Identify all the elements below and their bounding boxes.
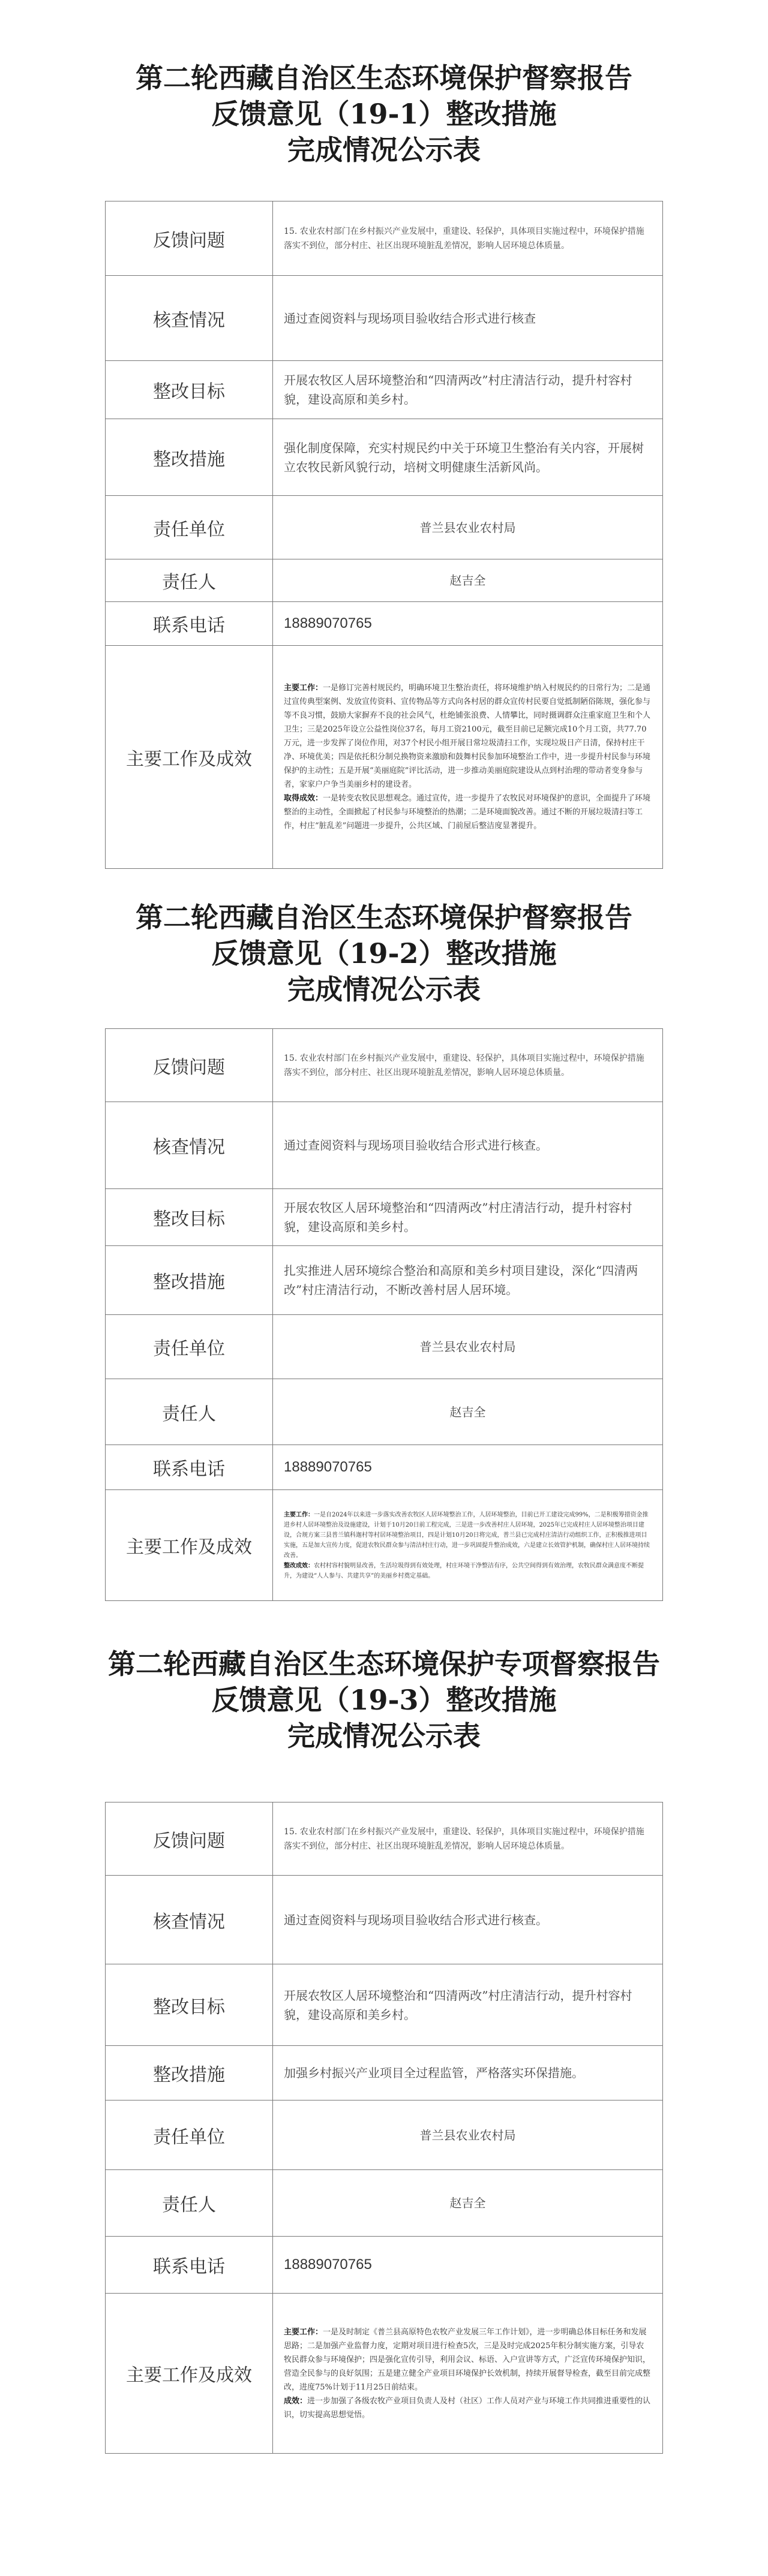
report-title-19-1 — [0, 60, 768, 168]
value-unit: 普兰县农业农村局 — [273, 1315, 663, 1379]
label-feedback: 反馈问题 — [106, 1802, 273, 1876]
title-line-2: 反馈意见（19-1）整改措施 — [211, 98, 557, 130]
work-main-text: 一是及时制定《普兰县高原特色农牧产业发展三年工作计划》，进一步明确总体目标任务和发展思路；二是加强产业监督力度，定期对项目进行检查5次，三是及时完成2025年积分制实施方案，引导农牧民群众参与环境保护；四是强化宣传引导，利用会议、标语、入户宣讲等方式，广泛宣传环境保护知识，营造全民参与的良好氛围；五是建立健全产业项目环境保护长效机制，持续开展督导检查，截至目前完成整改，进度75%计划于11月25日前结束。 — [284, 2327, 651, 2392]
value-target: 开展农牧区人居环境整治和“四清两改”村庄清洁行动，提升村容村貌，建设高原和美乡村。 — [273, 1964, 663, 2046]
value-check: 通过查阅资料与现场项目验收结合形式进行核查。 — [273, 1102, 663, 1189]
label-work: 主要工作及成效 — [106, 2294, 273, 2454]
value-person: 赵吉全 — [273, 559, 663, 602]
row-unit — [106, 2100, 663, 2170]
row-target — [106, 1189, 663, 1246]
label-person: 责任人 — [106, 2170, 273, 2237]
label-person: 责任人 — [106, 1379, 273, 1445]
report-table-19-2 — [105, 1028, 663, 1601]
title-line-1: 第二轮西藏自治区生态环境保护督察报告 — [136, 62, 632, 94]
value-check: 通过查阅资料与现场项目验收结合形式进行核查。 — [273, 1876, 663, 1964]
row-work — [106, 1490, 663, 1601]
label-work: 主要工作及成效 — [106, 646, 273, 869]
work-main-lead: 主要工作： — [284, 2327, 323, 2337]
value-unit: 普兰县农业农村局 — [273, 496, 663, 559]
value-measures: 扎实推进人居环境综合整治和高原和美乡村项目建设，深化“四清两改”村庄清洁行动，不断改善村居人居环境。 — [273, 1246, 663, 1315]
work-result — [284, 1561, 652, 1581]
label-unit: 责任单位 — [106, 1315, 273, 1379]
title-line-1: 第二轮西藏自治区生态环境保护专项督察报告 — [108, 1648, 660, 1680]
row-measures — [106, 2046, 663, 2100]
work-main — [284, 2325, 652, 2394]
label-unit: 责任单位 — [106, 2100, 273, 2170]
work-result-lead: 取得成效： — [284, 794, 323, 803]
value-feedback: 15. 农业农村部门在乡村振兴产业发展中，重建设、轻保护，具体项目实施过程中，环境保护措施落实不到位，部分村庄、社区出现环境脏乱差情况，影响人居环境总体质量。 — [273, 1802, 663, 1876]
value-measures: 加强乡村振兴产业项目全过程监管，严格落实环保措施。 — [273, 2046, 663, 2100]
report-table-19-3 — [105, 1802, 663, 2454]
row-target — [106, 361, 663, 419]
work-result-lead: 整改成效： — [284, 1562, 314, 1569]
value-phone: 18889070765 — [273, 602, 663, 646]
work-main — [284, 1510, 652, 1561]
row-check — [106, 1102, 663, 1189]
row-feedback — [106, 1029, 663, 1102]
row-phone — [106, 1445, 663, 1490]
label-target: 整改目标 — [106, 1964, 273, 2046]
label-feedback: 反馈问题 — [106, 201, 273, 276]
label-phone: 联系电话 — [106, 602, 273, 646]
row-work — [106, 646, 663, 869]
work-main-text: 一是自2024年以来进一步落实改善农牧区人居环境整治工作，人居环境整治，目前已开工建设完成99%，二是积极筹措资金推进乡村人居环境整治及设施建设，计划于10月20日前工程完成，三是进一步改善村庄人居环境，2025年已完成村庄人居环境整治项目建设，合规方案三县普兰镇科迦村等村居环境整治项目，四是计划10月20日将完成，普兰县已完成村庄清洁行动组织工作，正积极推进项目实施，五是加大宣传力度，促进农牧民群众参与清洁村庄行动，进一步巩固提升整治成效，六是建立长效管护机制，确保村庄人居环境持续改善。 — [284, 1511, 650, 1559]
work-result — [284, 792, 652, 833]
label-phone: 联系电话 — [106, 1445, 273, 1490]
label-target: 整改目标 — [106, 361, 273, 419]
work-main-lead: 主要工作： — [284, 684, 323, 693]
work-main — [284, 681, 652, 792]
report-title-19-2 — [0, 899, 768, 1007]
label-check: 核查情况 — [106, 1876, 273, 1964]
value-person: 赵吉全 — [273, 1379, 663, 1445]
label-measures: 整改措施 — [106, 2046, 273, 2100]
row-target — [106, 1964, 663, 2046]
work-result-text: 农村村容村貌明显改善，生活垃圾得到有效处理，村庄环境干净整洁有序，公共空间得到有效治理，农牧民群众满意度不断提升，为建设“人人参与、共建共享”的美丽乡村奠定基础。 — [284, 1562, 644, 1579]
work-result — [284, 2394, 652, 2422]
label-measures: 整改措施 — [106, 1246, 273, 1315]
row-phone — [106, 602, 663, 646]
value-phone: 18889070765 — [273, 2237, 663, 2294]
row-person — [106, 1379, 663, 1445]
title-line-3: 完成情况公示表 — [287, 973, 481, 1006]
row-feedback — [106, 201, 663, 276]
value-work — [273, 1490, 663, 1601]
row-unit — [106, 1315, 663, 1379]
title-line-2: 反馈意见（19-3）整改措施 — [211, 1684, 557, 1716]
report-title-19-3 — [0, 1646, 768, 1754]
row-measures — [106, 1246, 663, 1315]
work-result-text: 进一步加强了各级农牧产业项目负责人及村（社区）工作人员对产业与环境工作共同推进重要性的认识，切实提高思想觉悟。 — [284, 2396, 651, 2419]
value-unit: 普兰县农业农村局 — [273, 2100, 663, 2170]
label-feedback: 反馈问题 — [106, 1029, 273, 1102]
row-work — [106, 2294, 663, 2454]
label-phone: 联系电话 — [106, 2237, 273, 2294]
row-check — [106, 276, 663, 361]
title-line-3: 完成情况公示表 — [287, 1720, 481, 1752]
label-check: 核查情况 — [106, 1102, 273, 1189]
label-measures: 整改措施 — [106, 419, 273, 496]
label-unit: 责任单位 — [106, 496, 273, 559]
work-result-lead: 成效： — [284, 2396, 308, 2406]
report-table-19-1 — [105, 201, 663, 869]
work-result-text: 一是转变农牧民思想观念。通过宣传，进一步提升了农牧民对环境保护的意识，全面提升了环境整治的主动性，全面掀起了村民参与环境整治的热潮；二是环境面貌改善。通过不断的开展垃圾清扫等工作，村庄“脏乱差”问题进一步提升，公共区域、门前屋后整洁度显著提升。 — [284, 794, 651, 830]
row-person — [106, 2170, 663, 2237]
value-measures: 强化制度保障，充实村规民约中关于环境卫生整治有关内容，开展树立农牧民新风貌行动，培树文明健康生活新风尚。 — [273, 419, 663, 496]
title-line-3: 完成情况公示表 — [287, 134, 481, 166]
title-line-2: 反馈意见（19-2）整改措施 — [211, 937, 557, 970]
value-person: 赵吉全 — [273, 2170, 663, 2237]
row-phone — [106, 2237, 663, 2294]
row-unit — [106, 496, 663, 559]
value-check: 通过查阅资料与现场项目验收结合形式进行核查 — [273, 276, 663, 361]
title-line-1: 第二轮西藏自治区生态环境保护督察报告 — [136, 901, 632, 934]
value-work — [273, 646, 663, 869]
value-target: 开展农牧区人居环境整治和“四清两改”村庄清洁行动，提升村容村貌，建设高原和美乡村。 — [273, 1189, 663, 1246]
label-check: 核查情况 — [106, 276, 273, 361]
work-main-text: 一是修订完善村规民约，明确环境卫生整治责任，将环境维护纳入村规民约的日常行为；二是通过宣传典型案例、发放宣传资料、宣传物品等方式向各村居的群众宣传村民要自觉抵制陋俗陈规，强化参与等不良习惯，鼓励大家摒弃不良的社会风气，杜绝铺张浪费、人情攀比，同时摄调群众注重家庭卫生和个人卫生；三是2025年设立公益性岗位37名，每月工资2100元，截至目前已足额完成10个月工资，共77.70万元，进一步发挥了岗位作用，对37个村民小组开展日常垃圾清扫工作，实现垃圾日产日清，保持村庄干净、环境优美；四是依托积分制兑换物资来激励和鼓舞村民参加环境整治工作中，进一步提升村民参与环境保护的主动性；五是开展“美丽庭院”评比活动，进一步推动美丽庭院建设从点到村治理的带动者变身参与者，家家户户争当美丽乡村的建设者。 — [284, 684, 651, 789]
work-main-lead: 主要工作： — [284, 1511, 314, 1518]
row-person — [106, 559, 663, 602]
label-target: 整改目标 — [106, 1189, 273, 1246]
label-work: 主要工作及成效 — [106, 1490, 273, 1601]
value-feedback: 15. 农业农村部门在乡村振兴产业发展中，重建设、轻保护，具体项目实施过程中，环境保护措施落实不到位，部分村庄、社区出现环境脏乱差情况，影响人居环境总体质量。 — [273, 1029, 663, 1102]
value-work — [273, 2294, 663, 2454]
row-check — [106, 1876, 663, 1964]
row-measures — [106, 419, 663, 496]
value-phone: 18889070765 — [273, 1445, 663, 1490]
row-feedback — [106, 1802, 663, 1876]
value-feedback: 15. 农业农村部门在乡村振兴产业发展中，重建设、轻保护，具体项目实施过程中，环境保护措施落实不到位，部分村庄、社区出现环境脏乱差情况，影响人居环境总体质量。 — [273, 201, 663, 276]
label-person: 责任人 — [106, 559, 273, 602]
value-target: 开展农牧区人居环境整治和“四清两改”村庄清洁行动，提升村容村貌，建设高原和美乡村。 — [273, 361, 663, 419]
